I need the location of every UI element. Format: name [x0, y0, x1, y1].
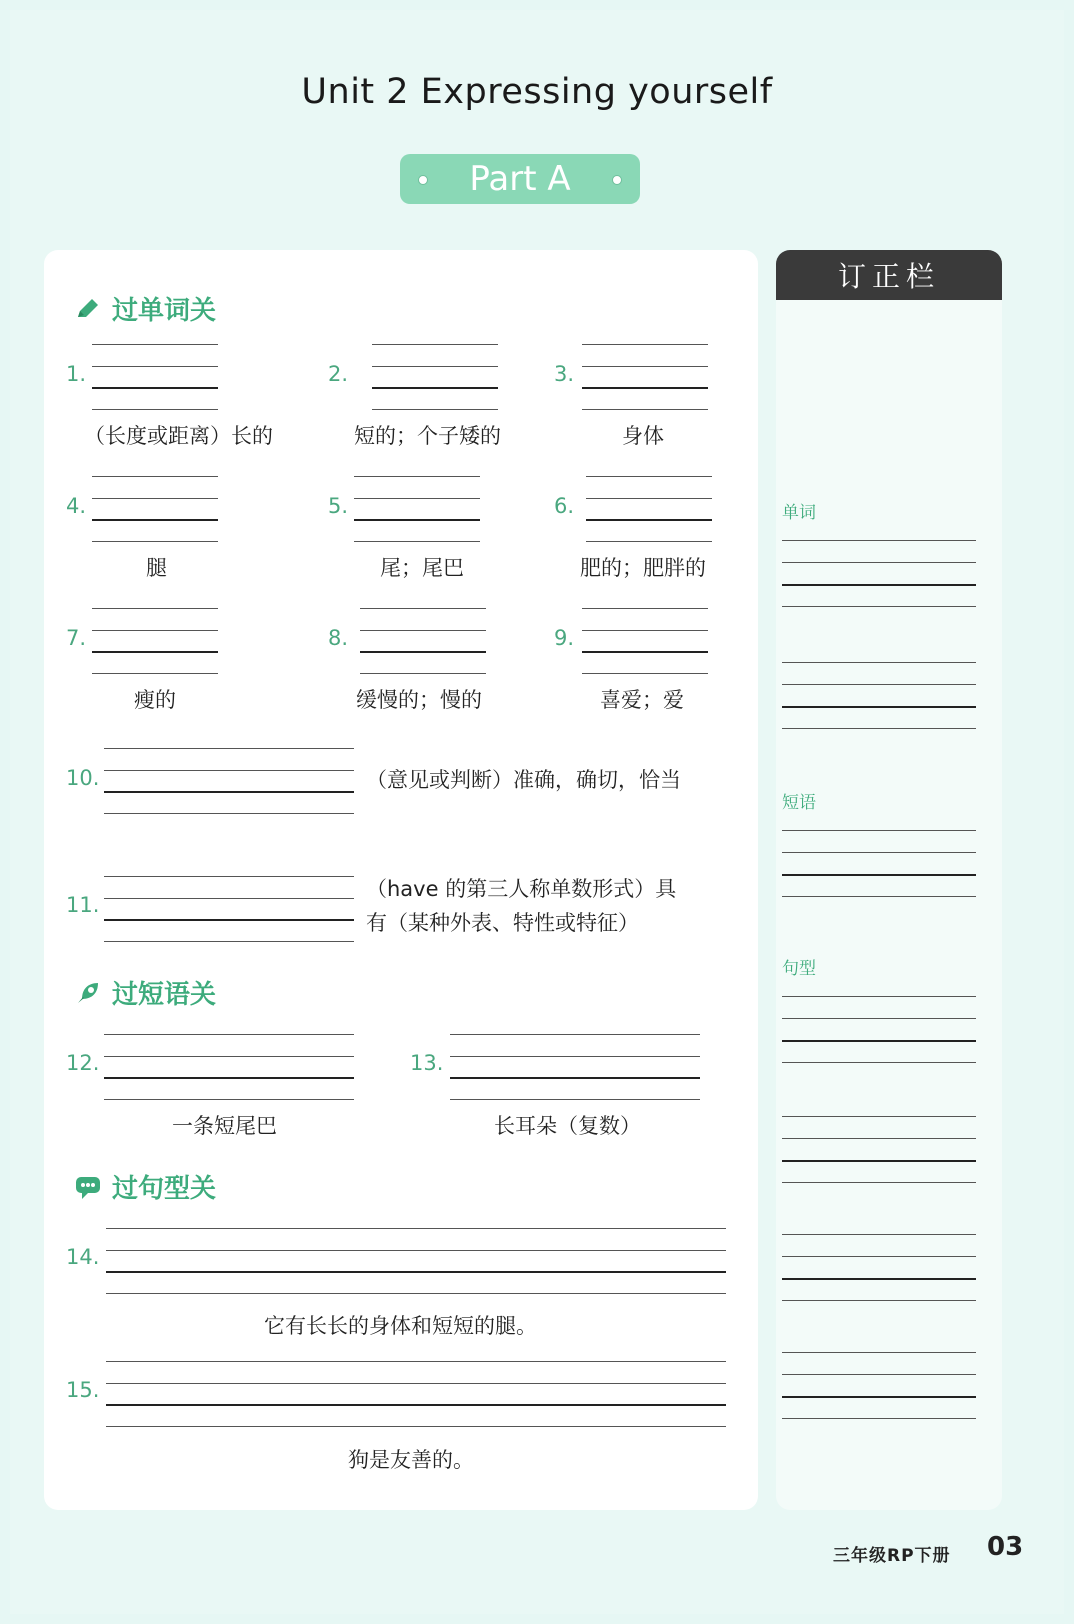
- item-meaning: 短的；个子矮的: [354, 424, 501, 448]
- item-number: 14.: [66, 1245, 100, 1269]
- item-meaning-line-2: 有（某种外表、特性或特征）: [366, 911, 639, 935]
- item-meaning: 身体: [622, 424, 664, 448]
- part-label: Part A: [469, 159, 571, 199]
- item-number: 6.: [554, 494, 575, 518]
- item-number: 5.: [328, 494, 349, 518]
- item-number: 4.: [66, 494, 87, 518]
- item-number: 11.: [66, 893, 100, 917]
- section-words-title: [74, 290, 216, 327]
- item-number: 9.: [554, 626, 575, 650]
- pencil-icon: [74, 295, 102, 323]
- section-phrases-title: [74, 974, 216, 1011]
- section-sentences-title: [74, 1168, 216, 1205]
- correction-column-title: 订正栏: [776, 250, 1002, 300]
- item-number: 10.: [66, 766, 100, 790]
- item-meaning: 长耳朵（复数）: [494, 1114, 641, 1138]
- side-label-words: 单词: [782, 503, 816, 523]
- item-number: 15.: [66, 1378, 100, 1402]
- item-meaning: 腿: [146, 556, 167, 580]
- book-label: 三年级RP下册: [833, 1546, 951, 1566]
- part-badge: [400, 154, 640, 204]
- item-number: 13.: [410, 1051, 444, 1075]
- badge-dot-left: [418, 175, 428, 185]
- item-number: 8.: [328, 626, 349, 650]
- section-words-label: 过单词关: [112, 296, 217, 326]
- item-number: 7.: [66, 626, 87, 650]
- badge-dot-right: [612, 175, 622, 185]
- correction-column: [776, 250, 1002, 1510]
- item-meaning: 狗是友善的。: [348, 1448, 474, 1472]
- item-number: 12.: [66, 1051, 100, 1075]
- item-meaning: （长度或距离）长的: [84, 424, 273, 448]
- item-meaning: （意见或判断）准确，确切，恰当: [366, 768, 681, 792]
- item-meaning-multiline: [366, 872, 676, 940]
- rocket-icon: [74, 979, 102, 1007]
- item-meaning: 一条短尾巴: [172, 1114, 277, 1138]
- item-meaning: 瘦的: [134, 688, 176, 712]
- item-meaning-line-1: （have 的第三人称单数形式）具: [366, 877, 677, 901]
- section-phrases-label: 过短语关: [112, 980, 217, 1010]
- item-meaning: 肥的；肥胖的: [580, 556, 706, 580]
- item-meaning: 尾；尾巴: [380, 556, 464, 580]
- chat-bubble-icon: [74, 1173, 102, 1201]
- item-meaning: 它有长长的身体和短短的腿。: [264, 1314, 537, 1338]
- unit-title: Unit 2 Expressing yourself: [301, 72, 773, 112]
- item-number: 3.: [554, 362, 575, 386]
- section-sentences-label: 过句型关: [112, 1174, 217, 1204]
- item-number: 1.: [66, 362, 87, 386]
- item-meaning: 喜爱；爱: [600, 688, 684, 712]
- side-label-sentences: 句型: [782, 959, 816, 979]
- item-meaning: 缓慢的；慢的: [356, 688, 482, 712]
- item-number: 2.: [328, 362, 349, 386]
- side-label-phrases: 短语: [782, 793, 816, 813]
- page-number: 03: [987, 1532, 1024, 1562]
